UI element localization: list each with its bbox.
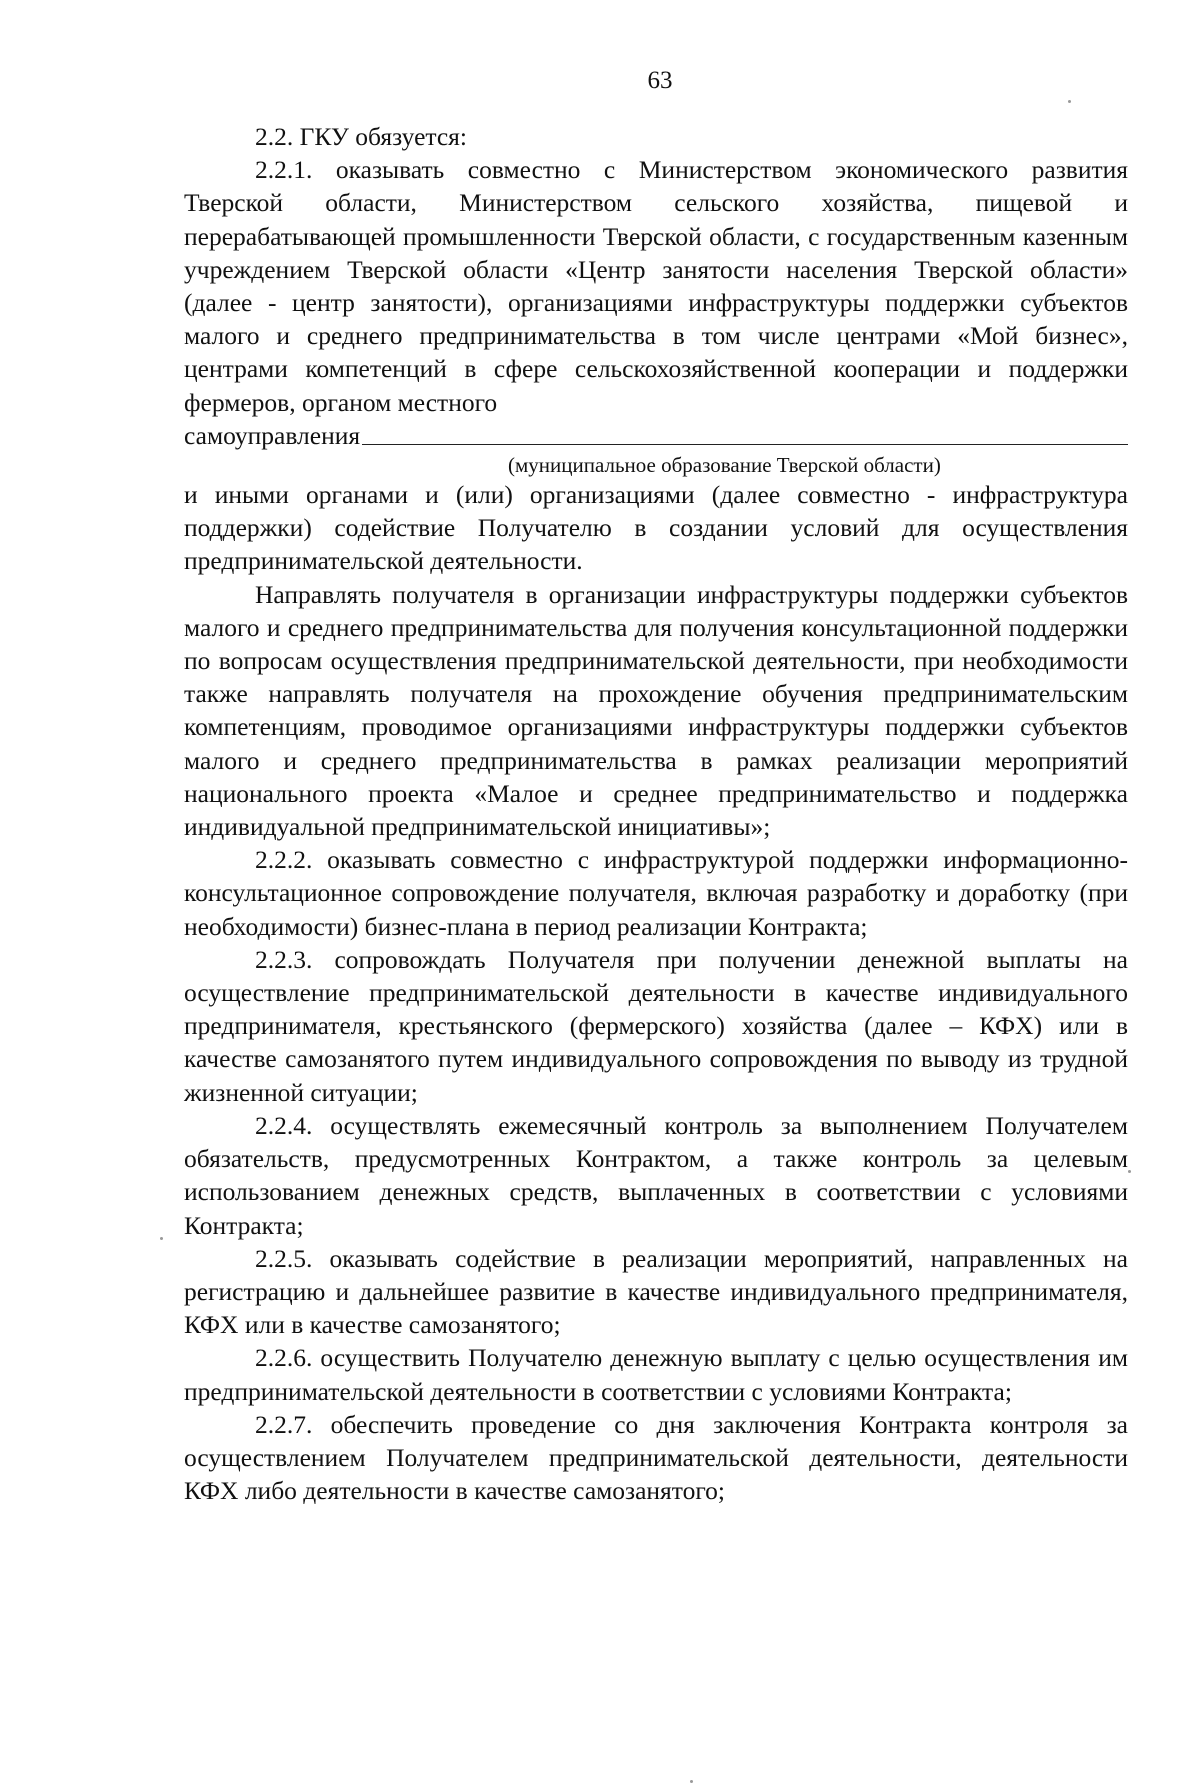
paragraph-direct-recipient: Направлять получателя в организации инфраструктуры поддержки субъектов малого и среднего предпринимательства для получения консультационной поддержки по вопросам осуществления предпринимательской деятельности, при необходимости также направлять получателя на прохождение обучения предпринимательским компетенциям, проводимое организациями инфраструктуры поддержки субъектов малого и среднего предпринимательства в рамках реализации мероприятий национального проекта «Малое и среднее предпринимательство и поддержка индивидуальной предпринимательской инициативы»; (184, 579, 1128, 842)
paragraph-2-2-2: 2.2.2. оказывать совместно с инфраструктурой поддержки информационно-консультационное сопровождение получателя, включая разработку и доработку (при необходимости) бизнес-плана в период реализации Контракта; (184, 845, 1128, 941)
paragraph-2-2-1-continued: и иными органами и (или) организациями (далее совместно - инфраструктура поддержки) содействие Получателю в создании условий для осуществления предпринимательской деятельности. (184, 480, 1128, 576)
scan-speck (1068, 100, 1071, 103)
fill-in-blank-line (184, 419, 1128, 452)
paragraph-2-2-5: 2.2.5. оказывать содействие в реализации мероприятий, направленных на регистрацию и дальнейшее развитие в качестве индивидуального предпринимателя, КФХ или в качестве самозанятого; (184, 1243, 1128, 1340)
paragraph-2-2-4: 2.2.4. осуществлять ежемесячный контроль за выполнением Получателем обязательств, предусмотренных Контрактом, а также контроль за целевым использованием денежных средств, выплаченных в соответствии с условиями Контракта; (184, 1110, 1128, 1240)
blank-underline (362, 444, 1128, 445)
blank-caption: (муниципальное образование Тверской области) (508, 453, 941, 478)
page-number: 63 (647, 67, 673, 94)
document-body (184, 120, 1128, 1507)
paragraph-2-2-1: 2.2.1. оказывать совместно с Министерством экономического развития Тверской области, Министерством сельского хозяйства, пищевой и перерабатывающей промышленности Тверской области, с государственным казенным учреждением Тверской области «Центр занятости населения Тверской области» (далее - центр занятости), организациями инфраструктуры поддержки субъектов малого и среднего предпринимательства в том числе центрами «Мой бизнес», центрами компетенций в сфере сельскохозяйственной кооперации и поддержки фермеров, органом местного (184, 155, 1128, 417)
paragraph-2-2-3: 2.2.3. сопровождать Получателя при получении денежной выплаты на осуществление предпринимательской деятельности в качестве индивидуального предпринимателя, крестьянского (фермерского) хозяйства (далее – КФХ) или в качестве самозанятого путем индивидуального сопровождения по выводу из трудной жизненной ситуации; (184, 944, 1128, 1107)
section-heading: 2.2. ГКУ обязуется: (255, 122, 467, 151)
scan-speck (160, 1237, 163, 1240)
blank-label: самоуправления (184, 420, 361, 450)
scan-speck (1128, 1170, 1131, 1173)
paragraph-2-2-7: 2.2.7. обеспечить проведение со дня заключения Контракта контроля за осуществлением Получателем предпринимательской деятельности, деятельности КФХ либо деятельности в качестве самозанятого; (184, 1409, 1128, 1506)
paragraph-2-2-6: 2.2.6. осуществить Получателю денежную выплату с целью осуществления им предпринимательской деятельности в соответствии с условиями Контракта; (184, 1343, 1128, 1406)
